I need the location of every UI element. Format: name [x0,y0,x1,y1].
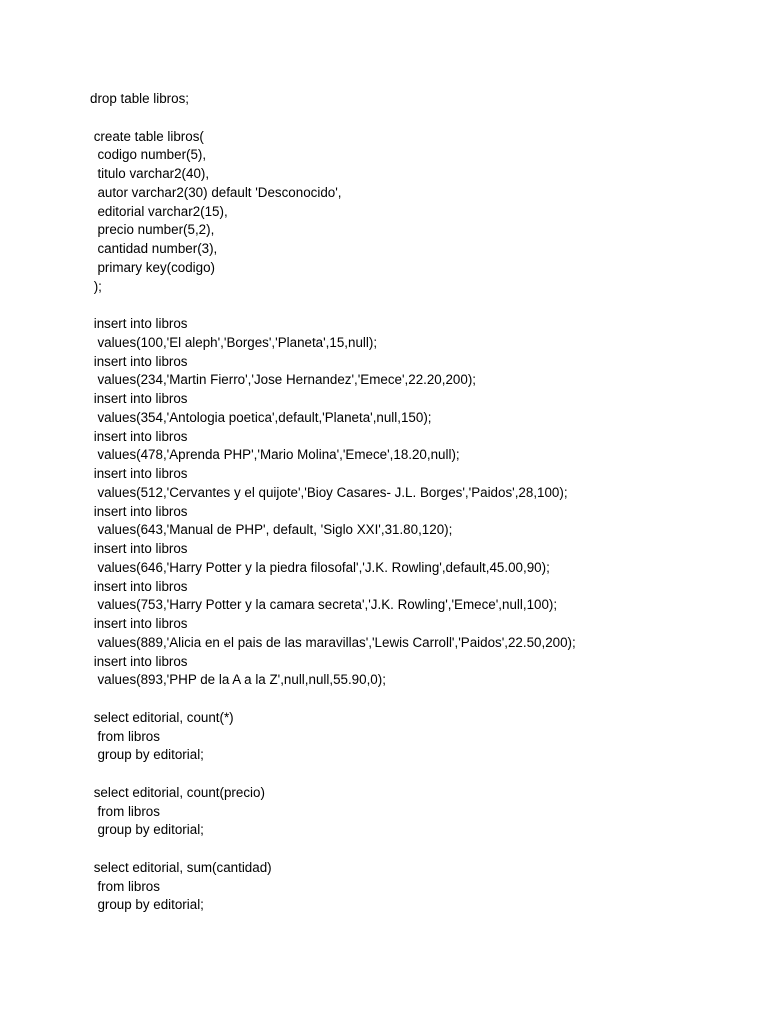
sql-line: insert into libros [90,466,188,481]
sql-line: values(646,'Harry Potter y la piedra filosofal','J.K. Rowling',default,45.00,90); [90,559,550,575]
sql-line [90,765,750,784]
sql-line: values(100,'El aleph','Borges','Planeta',15,null); [90,334,378,350]
sql-line: ); [90,278,102,294]
sql-script [90,90,750,915]
sql-line: group by editorial; [90,897,204,913]
sql-line: insert into libros [90,616,188,631]
sql-line [90,690,750,709]
sql-line: from libros [90,878,160,894]
sql-line: insert into libros [90,578,188,594]
sql-line: from libros [90,728,160,744]
sql-line: primary key(codigo) [90,259,216,275]
sql-line: insert into libros [90,353,188,369]
sql-line: values(234,'Martin Fierro','Jose Hernandez','Emece',22.20,200); [90,372,477,388]
sql-line [90,296,750,315]
sql-line: values(889,'Alicia en el pais de las maravillas','Lewis Carroll','Paidos',22.50,200); [90,634,576,650]
sql-line: select editorial, sum(cantidad) [90,859,272,875]
sql-line: group by editorial; [90,822,204,838]
sql-line: values(512,'Cervantes y el quijote','Bioy Casares- J.L. Borges','Paidos',28,100); [90,484,568,500]
sql-line: insert into libros [90,541,188,556]
sql-line: editorial varchar2(15), [90,203,228,219]
sql-line: insert into libros [90,391,188,406]
sql-line: codigo number(5), [90,147,207,163]
sql-line [90,109,750,128]
sql-line: insert into libros [90,503,188,519]
sql-line: insert into libros [90,428,188,444]
sql-line: values(643,'Manual de PHP', default, 'Siglo XXI',31.80,120); [90,522,453,538]
sql-line: drop table libros; [90,91,189,106]
sql-line: values(478,'Aprenda PHP','Mario Molina','Emece',18.20,null); [90,447,460,463]
sql-line: titulo varchar2(40), [90,166,210,181]
sql-line: insert into libros [90,316,188,331]
sql-line: from libros [90,803,160,819]
sql-line [90,840,750,859]
sql-line: precio number(5,2), [90,222,215,238]
sql-line: select editorial, count(precio) [90,784,265,800]
sql-line: create table libros( [90,128,204,144]
sql-line: values(893,'PHP de la A a la Z',null,null,55.90,0); [90,672,386,688]
sql-line: insert into libros [90,653,188,669]
sql-line: cantidad number(3), [90,241,218,256]
sql-line: autor varchar2(30) default 'Desconocido', [90,184,342,200]
sql-line: values(354,'Antologia poetica',default,'Planeta',null,150); [90,409,432,425]
sql-line: select editorial, count(*) [90,709,234,725]
sql-line: group by editorial; [90,747,204,763]
sql-line: values(753,'Harry Potter y la camara secreta','J.K. Rowling','Emece',null,100); [90,597,558,613]
